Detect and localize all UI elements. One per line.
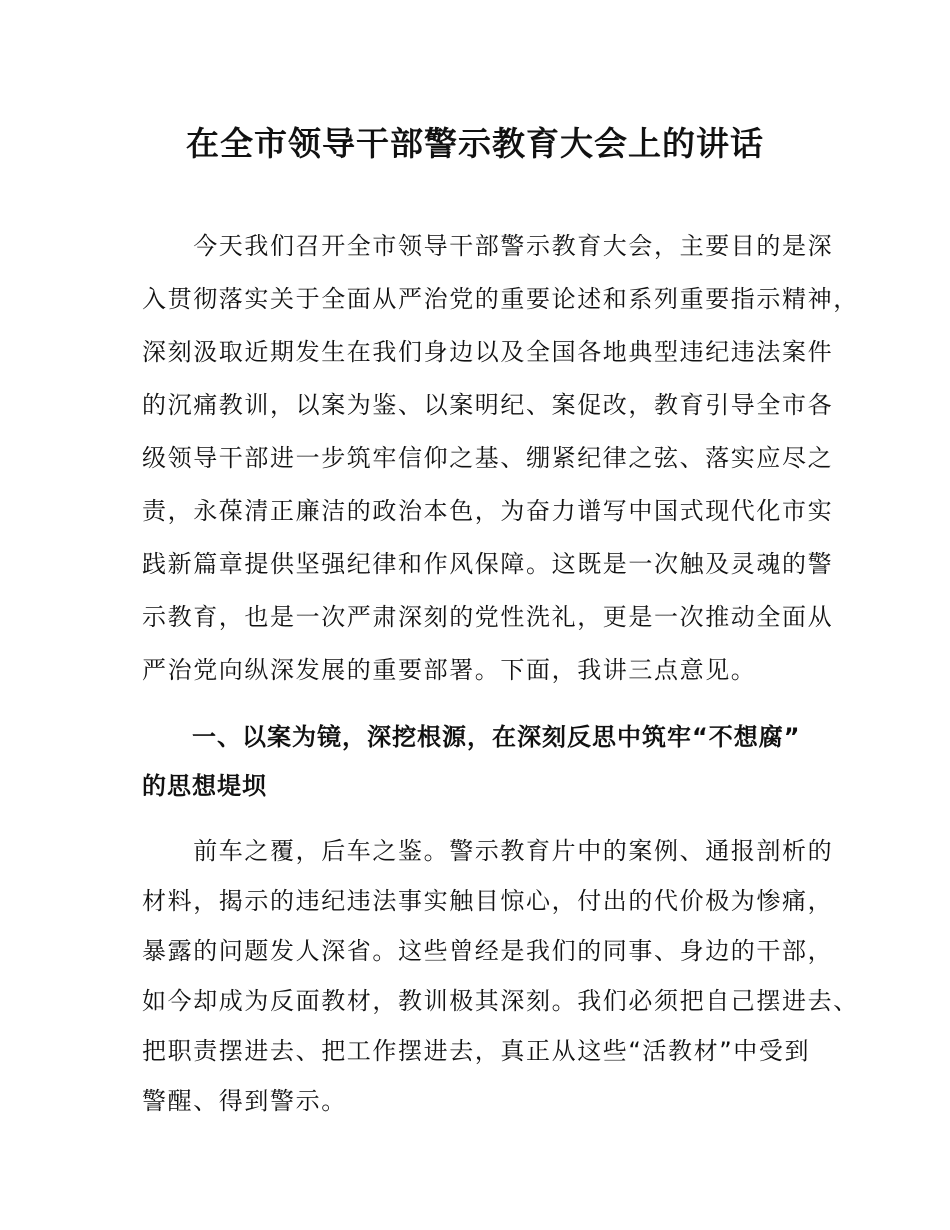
- text-line: 今天我们召开全市领导干部警示教育大会，主要目的是深: [142, 232, 834, 260]
- text-line: 深刻汲取近期发生在我们身边以及全国各地典型违纪违法案件: [142, 338, 834, 366]
- text-line: 材料，揭示的违纪违法事实触目惊心，付出的代价极为惨痛，: [142, 887, 834, 915]
- text-line: 责，永葆清正廉洁的政治本色，为奋力谱写中国式现代化市实: [142, 497, 834, 525]
- heading-line: 的思想堤坝: [142, 772, 267, 800]
- text-line: 暴露的问题发人深省。这些曾经是我们的同事、身边的干部，: [142, 937, 834, 965]
- text-line: 示教育，也是一次严肃深刻的党性洗礼，更是一次推动全面从: [142, 603, 834, 631]
- heading-line: 一、以案为镜，深挖根源，在深刻反思中筑牢“不想腐”: [142, 723, 801, 751]
- text-line: 警醒、得到警示。: [142, 1087, 347, 1115]
- text-line: 如今却成为反面教材，教训极其深刻。我们必须把自己摆进去、: [142, 987, 859, 1015]
- text-line: 的沉痛教训，以案为鉴、以案明纪、案促改，教育引导全市各: [142, 391, 834, 419]
- text-line: 前车之覆，后车之鉴。警示教育片中的案例、通报剖析的: [142, 837, 834, 865]
- text-line: 级领导干部进一步筑牢信仰之基、绷紧纪律之弦、落实应尽之: [142, 444, 834, 472]
- text-line: 践新篇章提供坚强纪律和作风保障。这既是一次触及灵魂的警: [142, 550, 834, 578]
- document-title: 在全市领导干部警示教育大会上的讲话: [186, 124, 764, 163]
- paragraph-section-1: [142, 826, 859, 1126]
- text-line: 把职责摆进去、把工作摆进去，真正从这些“活教材”中受到: [142, 1037, 811, 1065]
- text-line: 严治党向纵深发展的重要部署。下面，我讲三点意见。: [142, 656, 757, 684]
- section-heading-1: [142, 713, 842, 811]
- paragraph-intro: [142, 220, 859, 697]
- text-line: 入贯彻落实关于全面从严治党的重要论述和系列重要指示精神，: [142, 285, 859, 313]
